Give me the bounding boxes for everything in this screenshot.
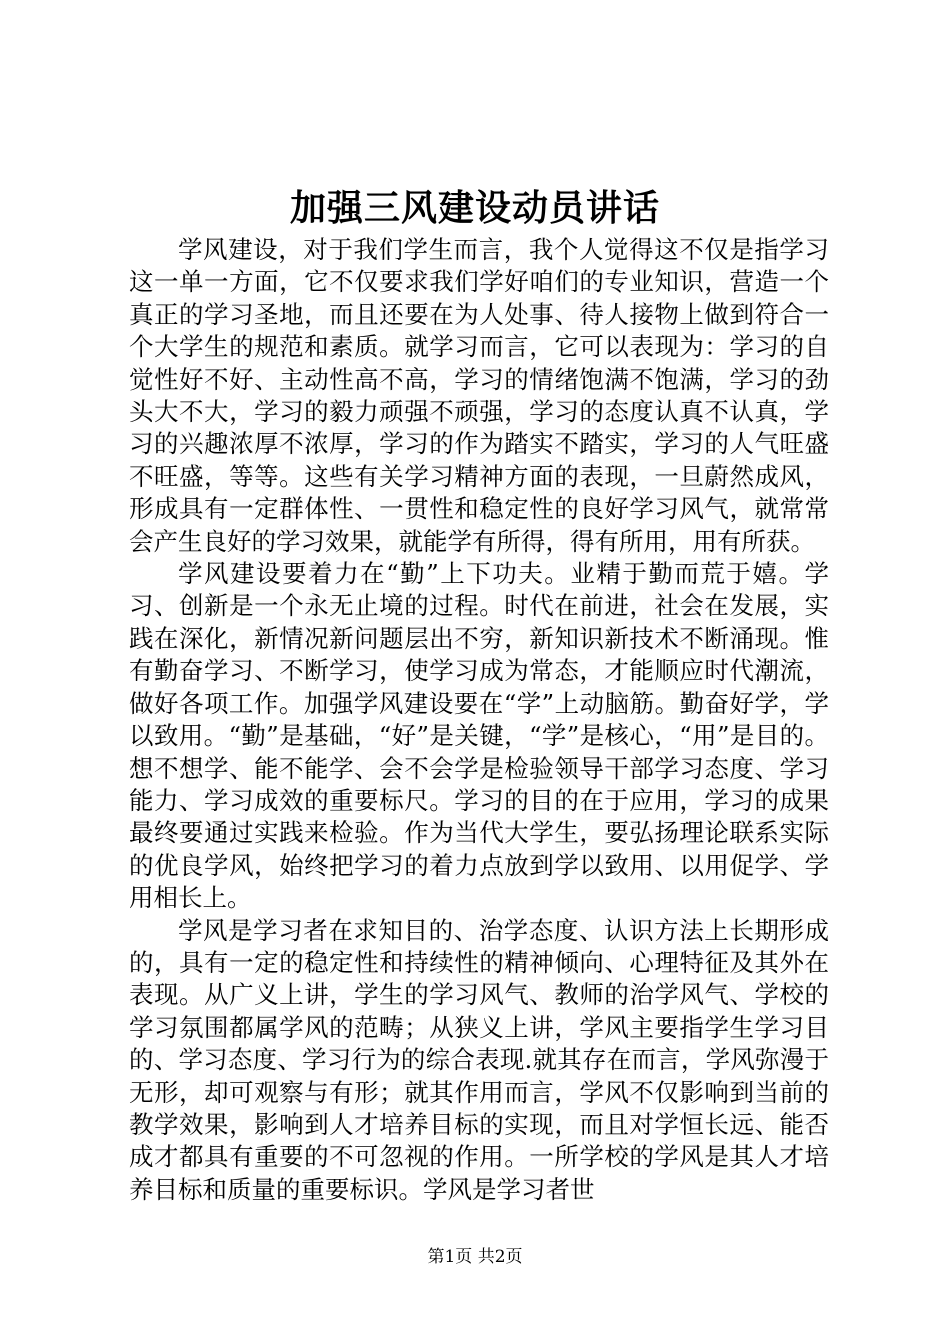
paragraph: 学风是学习者在求知目的、治学态度、认识方法上长期形成的，具有一定的稳定性和持续性的精神倾向、心理特征及其外在表现。从广义上讲，学生的学习风气、教师的治学风气、学校的学习氛围都属学风的范畴；从狭义上讲，学风主要指学生学习目的、学习态度、学习行为的综合表现.就其存在而言，学风弥漫于无形，却可观察与有形；就其作用而言，学风不仅影响到当前的教学效果，影响到人才培养目标的实现，而且对学恒长远、能否成才都具有重要的不可忽视的作用。一所学校的学风是其人才培养目标和质量的重要标识。学风是学习者世 bbox=[129, 915, 829, 1204]
page-footer: 第1页 共2页 bbox=[427, 1247, 523, 1267]
document-body bbox=[129, 234, 829, 1206]
paragraph: 学风建设，对于我们学生而言，我个人觉得这不仅是指学习这一单一方面，它不仅要求我们学好咱们的专业知识，营造一个真正的学习圣地，而且还要在为人处事、待人接物上做到符合一个大学生的规范和素质。就学习而言，它可以表现为：学习的自觉性好不好、主动性高不高，学习的情绪饱满不饱满，学习的劲头大不大，学习的毅力顽强不顽强，学习的态度认真不认真，学习的兴趣浓厚不浓厚，学习的作为踏实不踏实，学习的人气旺盛不旺盛，等等。这些有关学习精神方面的表现，一旦蔚然成风，形成具有一定群体性、一贯性和稳定性的良好学习风气，就常常会产生良好的学习效果，就能学有所得，得有所用，用有所获。 bbox=[129, 235, 829, 556]
paragraph: 学风建设要着力在“勤”上下功夫。业精于勤而荒于嬉。学习、创新是一个永无止境的过程。时代在前进，社会在发展，实践在深化，新情况新问题层出不穷，新知识新技术不断涌现。惟有勤奋学习、不断学习，使学习成为常态，才能顺应时代潮流，做好各项工作。加强学风建设要在“学”上动脑筋。勤奋好学，学以致用。“勤”是基础，“好”是关键，“学”是核心，“用”是目的。想不想学、能不能学、会不会学是检验领导干部学习态度、学习能力、学习成效的重要标尺。学习的目的在于应用，学习的成果最终要通过实践来检验。作为当代大学生，要弘扬理论联系实际的优良学风，始终把学习的着力点放到学以致用、以用促学、学用相长上。 bbox=[129, 559, 829, 913]
document-title: 加强三风建设动员讲话 bbox=[289, 187, 660, 229]
